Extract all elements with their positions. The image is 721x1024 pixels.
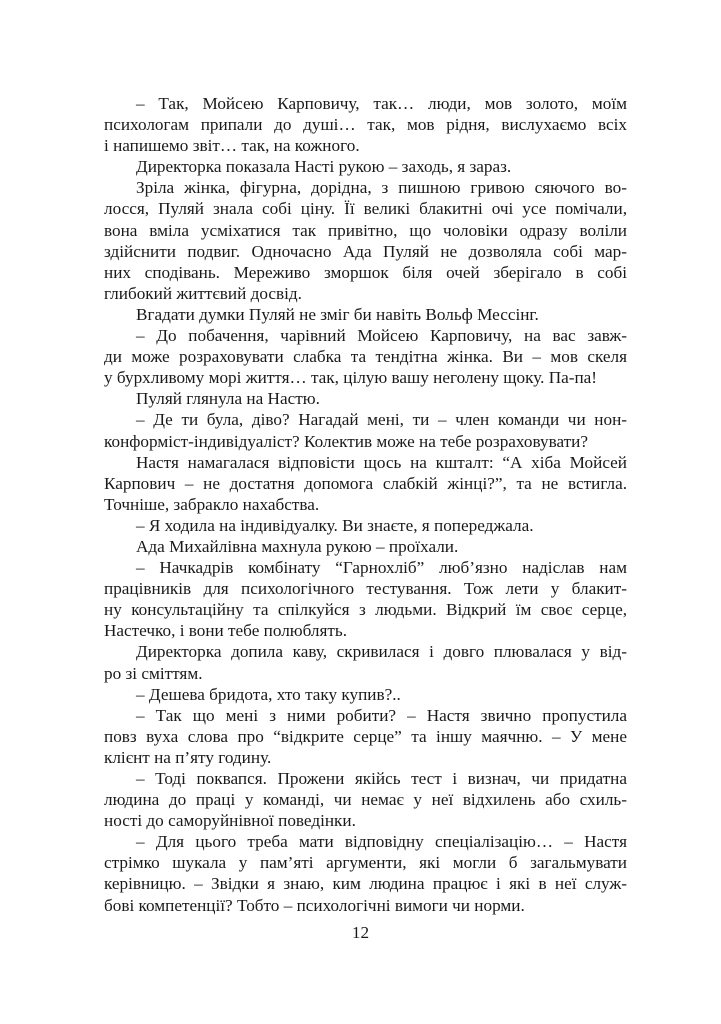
text-line: бові компетенції? Тобто – психологічні вимоги чи норми. [104,895,525,915]
text-line: лосся, Пуляй знала собі ціну. Її великі блакитні очі усе помічали, [104,199,627,219]
text-line: повз вуха слова про “відкрите серце” та іншу маячню. – У мене [104,726,627,746]
text-line: Пуляй глянула на Настю. [136,389,320,409]
text-line: Карпович – не достатня допомога слабкій жінці?”, та не встигла. [104,473,627,493]
text-line: – Тоді поквапся. Прожени якійсь тест і визнач, чи придатна [136,769,627,788]
text-line: Вгадати думки Пуляй не зміг би навіть Вольф Мессінг. [136,304,539,324]
text-line: здійснити подвиг. Одночасно Ада Пуляй не дозволяла собі мар- [104,241,627,261]
text-line: ро зі сміттям. [104,663,203,683]
text-line: – Для цього треба мати відповідну спеціалізацію… – Настя [136,832,627,852]
text-line: ності до саморуйнівної поведінки. [104,811,356,831]
text-line: вона вміла усміхатися так привітно, що чоловіки одразу воліли [104,220,627,240]
text-line: психологам припали до душі… так, мов рідня, вислухаємо всіх [104,115,627,135]
text-line: – Так що мені з ними робити? – Настя звично пропустила [136,705,627,725]
text-line: Ада Михайлівна махнула рукою – проїхали. [136,536,459,556]
text-line: – Начкадрів комбінату “Гарнохліб” люб’язно надіслав нам [136,558,627,578]
text-line: людина до праці у команді, чи немає у неї відхилень або схиль- [104,790,627,810]
text-line: Зріла жінка, фігурна, дорідна, з пишною гривою сяючого во- [136,178,627,198]
text-line: клієнт на п’яту годину. [104,747,272,767]
text-line: конформіст-індивідуаліст? Колектив може на тебе розраховувати? [104,431,588,451]
text-line: Точніше, забракло нахабства. [104,494,320,514]
text-line: керівницю. – Звідки я знаю, ким людина працює і які в неї служ- [104,874,627,894]
text-line: них сподівань. Мереживо зморшок біля очей зберігало в собі [104,262,627,282]
text-line: – Дешева бридота, хто таку купив?.. [136,684,401,704]
text-line: працівників для психологічного тестування. Тож лети у блакит- [104,579,627,599]
text-line: – Так, Мойсею Карповичу, так… люди, мов золото, моїм [136,94,627,113]
text-line: Директорка показала Насті рукою – заходь, я зараз. [136,157,512,177]
text-line: – Я ходила на індивідуалку. Ви знаєте, я попереджала. [136,515,534,535]
page-text [104,93,627,916]
text-line: – Де ти була, діво? Нагадай мені, ти – член команди чи нон- [136,410,627,430]
page-number: 12 [351,923,370,942]
text-line: Настечко, і вони тебе полюблять. [104,621,348,641]
text-line: Директорка допила каву, скривилася і довго плювалася у від- [136,642,627,662]
text-line: Настя намагалася відповісти щось на кшталт: “А хіба Мойсей [136,452,627,472]
text-line: ну консультаційну та спілкуйся з людьми. Відкрий їм своє серце, [104,600,627,620]
text-line: – До побачення, чарівний Мойсею Карповичу, на вас завж- [136,326,627,346]
text-line: і напишемо звіт… так, на кожного. [104,136,360,156]
text-line: стрімко шукала у пам’яті аргументи, які могли б загальмувати [104,853,627,873]
text-line: у бурхливому морі життя… так, цілую вашу неголену щоку. Па-па! [104,368,598,388]
text-line: ди може розраховувати слабка та тендітна жінка. Ви – мов скеля [104,347,627,367]
text-line: глибокий життєвий досвід. [104,283,302,303]
